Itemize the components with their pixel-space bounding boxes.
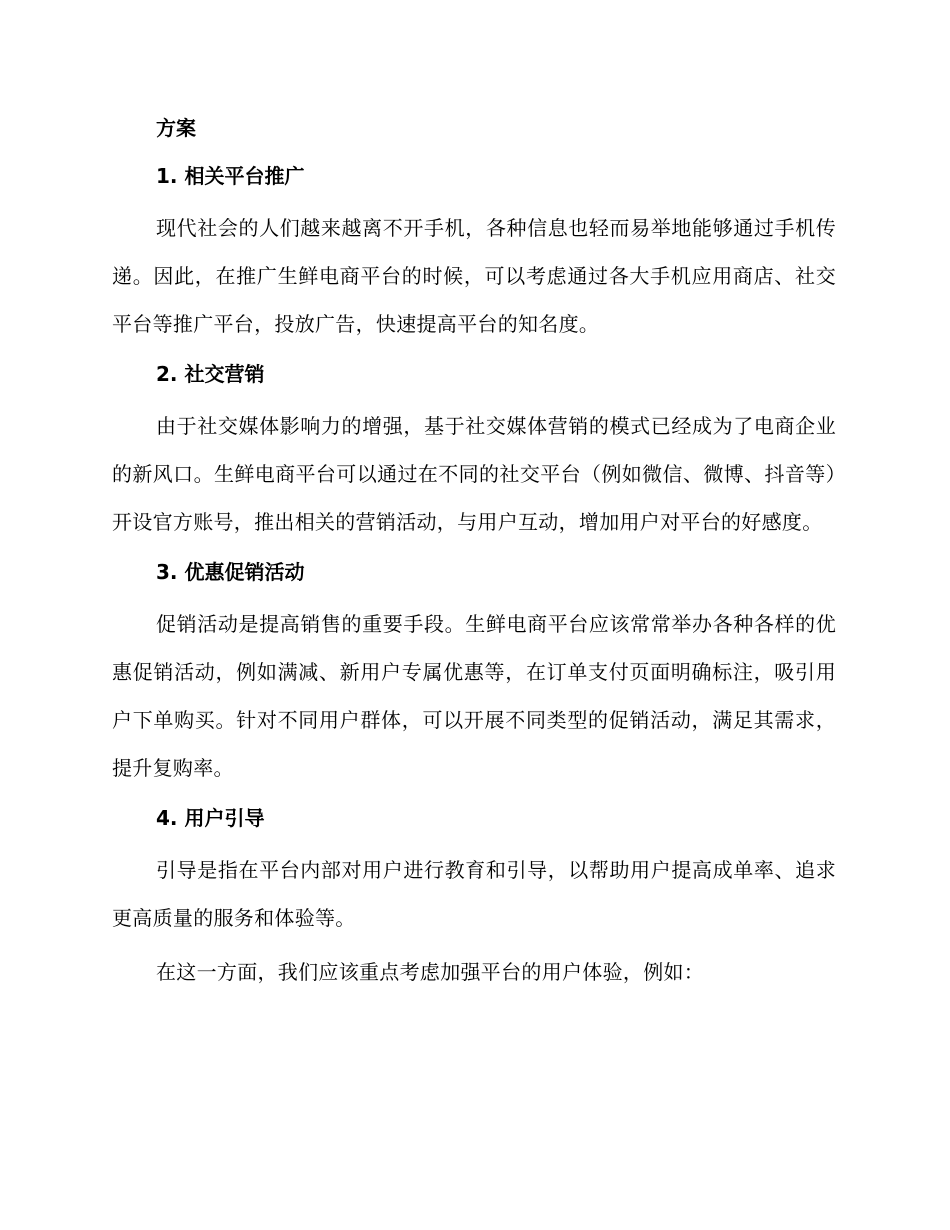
section-paragraph: 促销活动是提高销售的重要手段。生鲜电商平台应该常常举办各种各样的优惠促销活动，例如满减、新用户专属优惠等，在订单支付页面明确标注，吸引用户下单购买。针对不同用户群体，可以开展不同类型的促销活动，满足其需求，提升复购率。 (112, 612, 836, 780)
section-heading: 2. 社交营销 (156, 362, 265, 386)
section-social-marketing (112, 354, 836, 546)
section-paragraph: 现代社会的人们越来越离不开手机，各种信息也轻而易举地能够通过手机传递。因此，在推广生鲜电商平台的时候，可以考虑通过各大手机应用商店、社交平台等推广平台，投放广告，快速提高平台的知名度。 (112, 216, 836, 336)
section-platform-promotion (112, 156, 836, 348)
section-promotions (112, 552, 836, 792)
section-paragraph: 由于社交媒体影响力的增强，基于社交媒体营销的模式已经成为了电商企业的新风口。生鲜电商平台可以通过在不同的社交平台（例如微信、微博、抖音等）开设官方账号，推出相关的营销活动，与用户互动，增加用户对平台的好感度。 (112, 414, 836, 534)
section-user-guidance (112, 798, 836, 996)
doc-title: 方案 (156, 116, 196, 140)
section-paragraph: 在这一方面，我们应该重点考虑加强平台的用户体验，例如： (156, 960, 705, 984)
section-heading: 3. 优惠促销活动 (156, 560, 305, 584)
section-heading: 1. 相关平台推广 (156, 164, 305, 188)
section-heading: 4. 用户引导 (156, 806, 265, 830)
document-page (112, 108, 836, 1002)
section-paragraph: 引导是指在平台内部对用户进行教育和引导，以帮助用户提高成单率、追求更高质量的服务和体验等。 (112, 858, 836, 930)
